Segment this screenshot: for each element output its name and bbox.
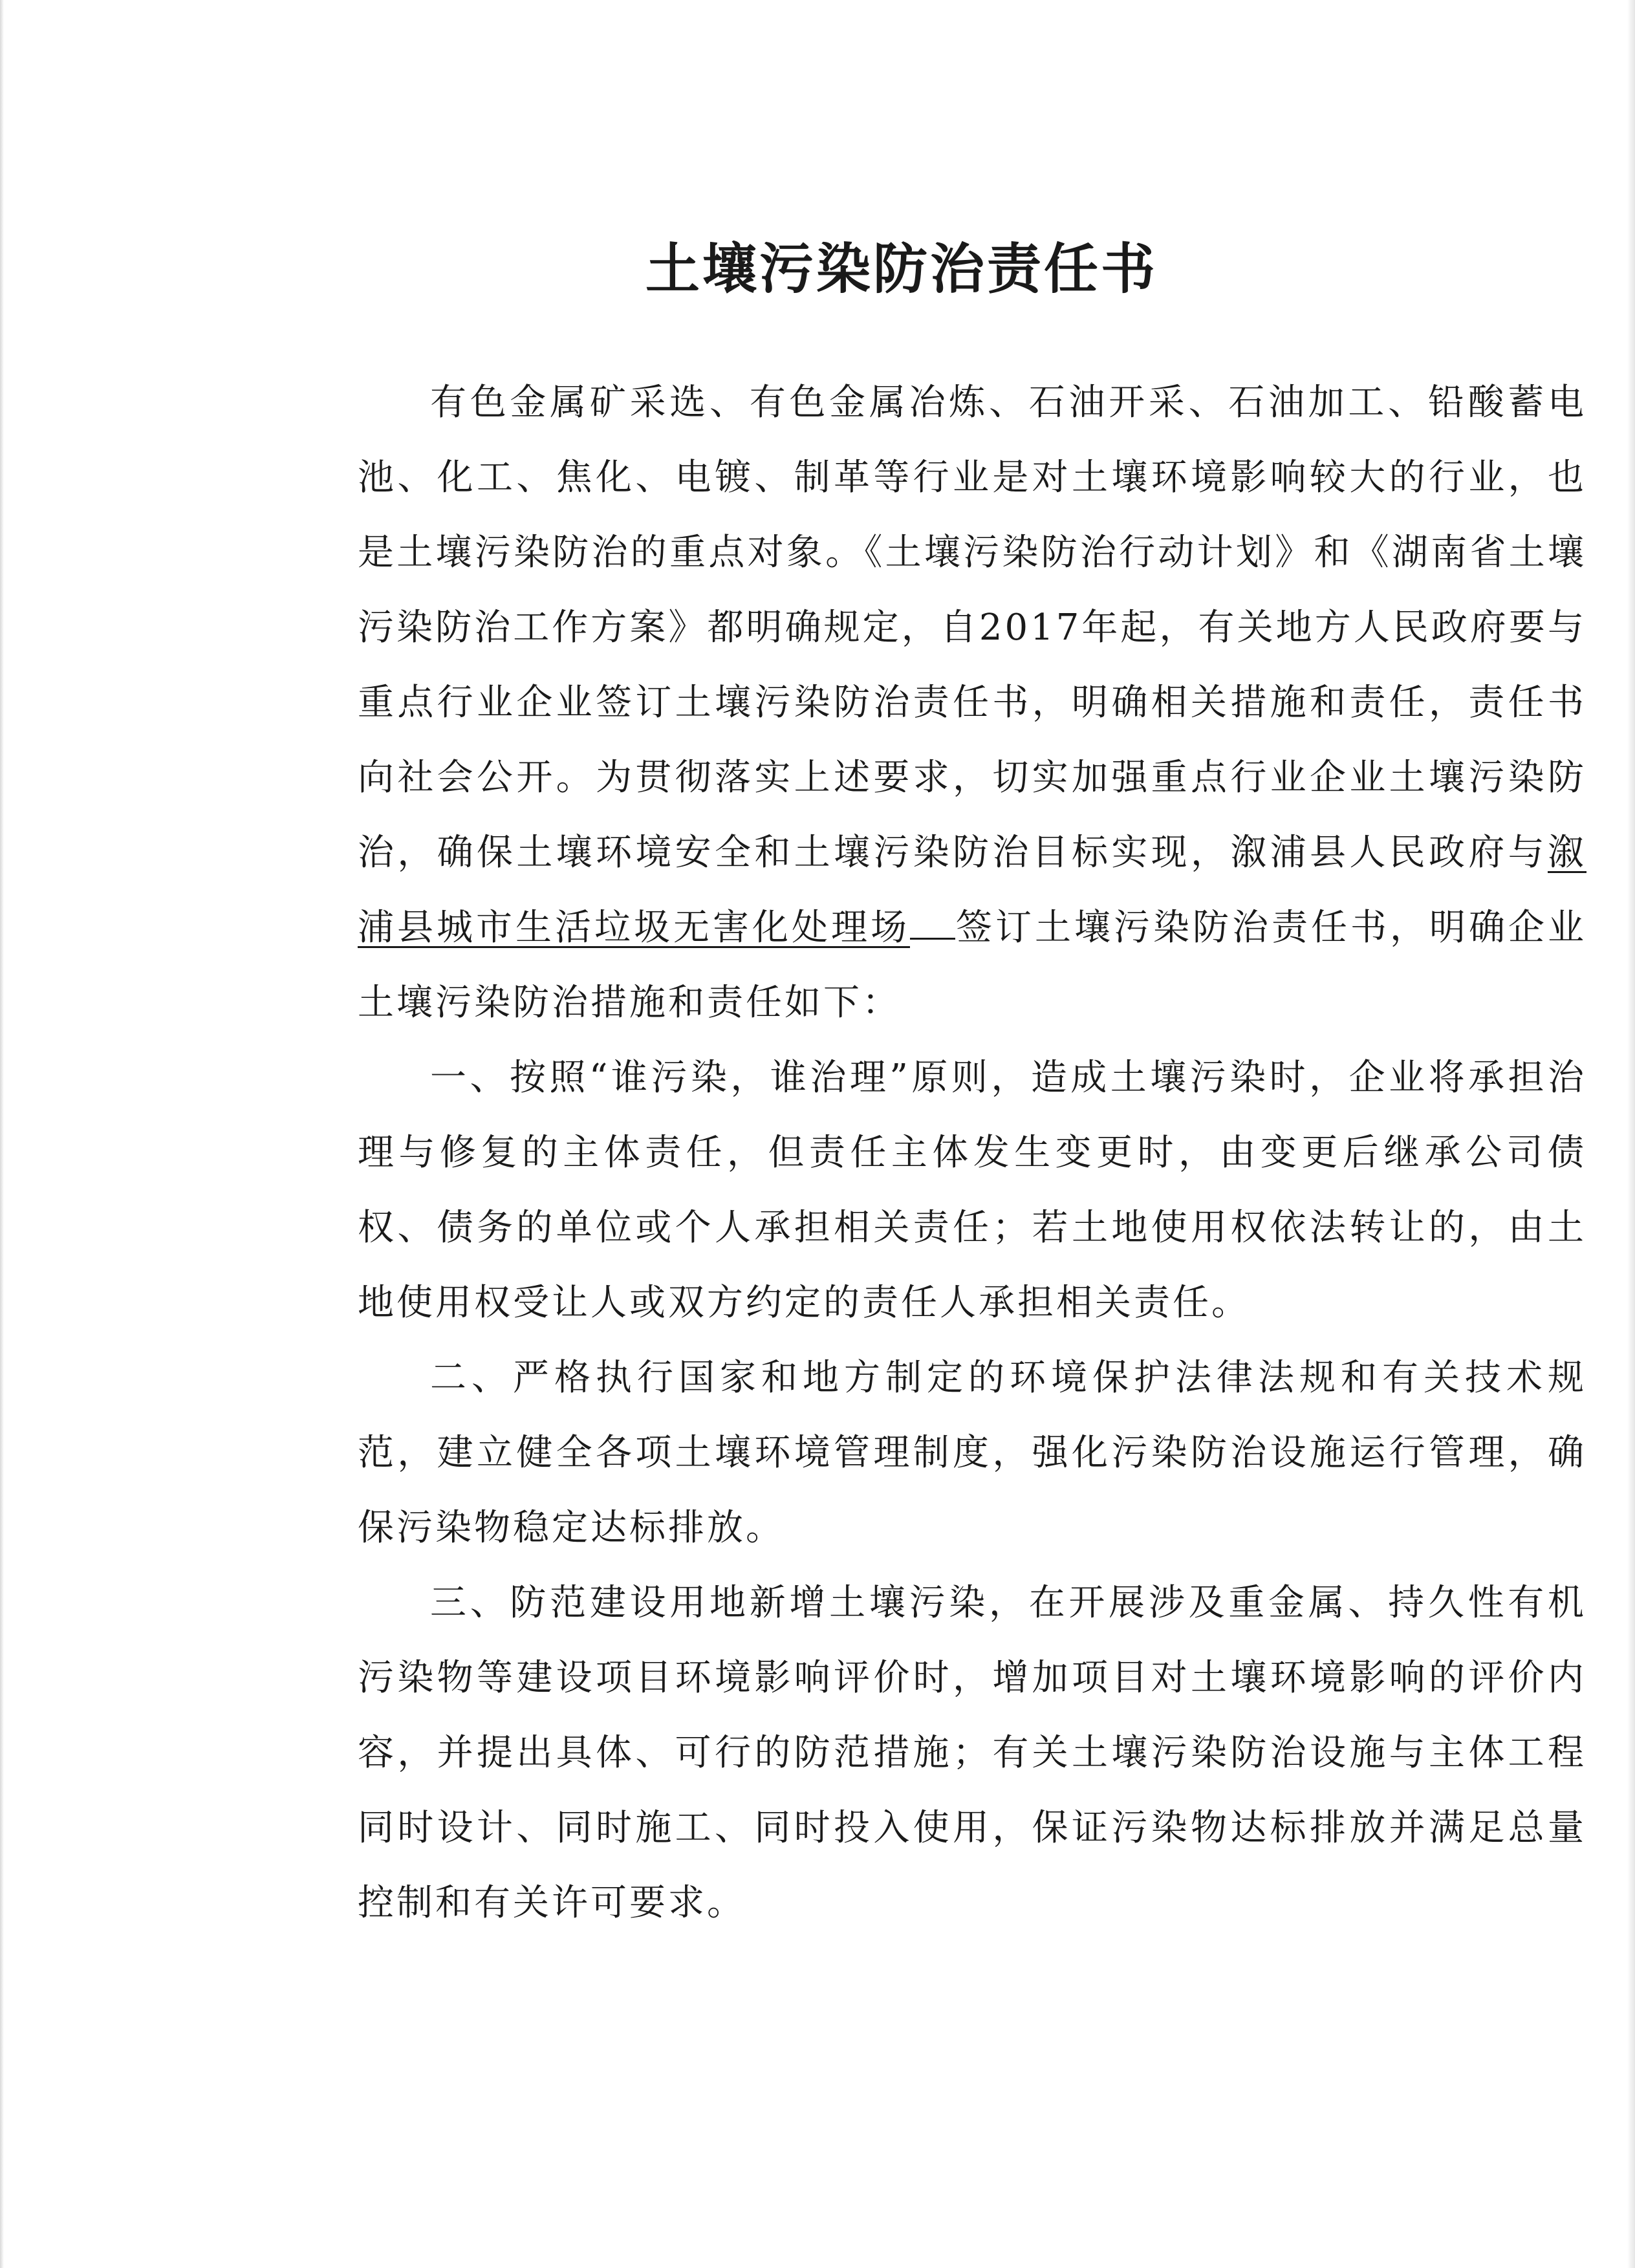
clause-2: 二、严格执行国家和地方制定的环境保护法律法规和有关技术规范，建立健全各项土壤环境管理制度，强化污染防治设施运行管理，确保污染物稳定达标排放。 xyxy=(358,1357,1586,1549)
intro-paragraph xyxy=(358,365,1586,1041)
scan-left-edge xyxy=(0,0,4,2268)
document-body xyxy=(358,365,1586,1941)
clause-1: 一、按照“谁污染，谁治理”原则，造成土壤污染时，企业将承担治理与修复的主体责任，但责任主体发生变更时，由变更后继承公司债权、债务的单位或个人承担相关责任；若土地使用权依法转让的，由土地使用权受让人或双方约定的责任人承担相关责任。 xyxy=(358,1057,1586,1324)
name-underline-blank xyxy=(910,907,955,940)
clause-3: 三、防范建设用地新增土壤污染，在开展涉及重金属、持久性有机污染物等建设项目环境影响评价时，增加项目对土壤环境影响的评价内容，并提出具体、可行的防范措施；有关土壤污染防治设施与主体工程同时设计、同时施工、同时投入使用，保证污染物达标排放并满足总量控制和有关许可要求。 xyxy=(358,1582,1586,1924)
intro-text-before-name: 有色金属矿采选、有色金属冶炼、石油开采、石油加工、铅酸蓄电池、化工、焦化、电镀、制革等行业是对土壤环境影响较大的行业，也是土壤污染防治的重点对象。《土壤污染防治行动计划》和《湖南省土壤污染防治工作方案》都明确规定，自2017年起，有关地方人民政府要与重点行业企业签订土壤污染防治责任书，明确相关措施和责任，责任书向社会公开。为贯彻落实上述要求，切实加强重点行业企业土壤污染防治，确保土壤环境安全和土壤污染防治目标实现，溆浦县人民政府与 xyxy=(358,382,1586,874)
scan-right-edge xyxy=(1627,0,1635,2268)
intro-text-after-name: 签订土壤污染防治责任书，明确企业土壤污染防治措施和责任如下： xyxy=(358,907,1586,1024)
document-title: 土壤污染防治责任书 xyxy=(645,237,1158,301)
enterprise-name: 溆浦县城市生活垃圾无害化处理场 xyxy=(358,832,1586,949)
